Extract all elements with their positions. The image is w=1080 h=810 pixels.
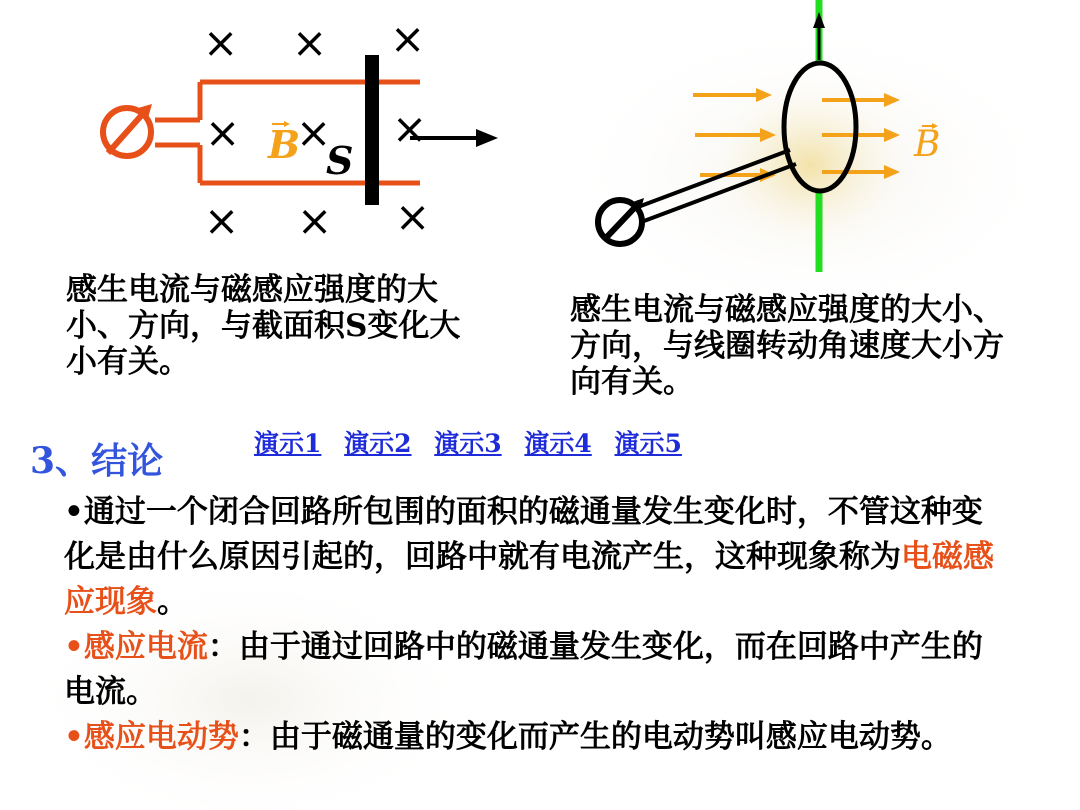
bullet: •: [64, 629, 84, 665]
paragraph-2: [64, 625, 1004, 715]
term-emi: 电磁感应现象: [64, 539, 994, 620]
area-label-s: S: [326, 138, 354, 183]
field-mark: ×: [203, 18, 239, 67]
field-mark: ×: [392, 104, 428, 153]
bullet: •: [64, 494, 84, 530]
caption-left: 感生电流与磁感应强度的大小、方向，与截面积S变化大小有关。: [66, 272, 461, 380]
demo-link-1[interactable]: 演示1: [254, 429, 322, 458]
galvanometer-icon: [598, 198, 644, 244]
caption-right: 感生电流与磁感应强度的大小、方向，与线圈转动角速度大小方向有关。: [570, 292, 1004, 400]
conclusion-body: [64, 490, 1004, 760]
paragraph-end: 。: [157, 584, 188, 620]
demo-link-5[interactable]: 演示5: [614, 429, 682, 458]
field-arrows: [693, 88, 900, 182]
field-mark: ×: [205, 108, 241, 157]
term-induced-emf: 感应电动势: [83, 719, 239, 755]
demo-links: [254, 424, 696, 460]
paragraph-1: [64, 490, 1004, 625]
field-mark: ×: [296, 108, 332, 157]
bullet: •: [64, 719, 84, 755]
field-label-b: B: [268, 122, 301, 167]
lead-wire: [630, 150, 790, 210]
term-induced-current: 感应电流: [83, 629, 208, 665]
demo-link-4[interactable]: 演示4: [524, 429, 592, 458]
paragraph-text: 通过一个闭合回路所包围的面积的磁通量发生变化时，不管这种变化是由什么原因引起的，回路中就有电流产生，这种现象称为: [64, 494, 983, 575]
field-mark: ×: [204, 196, 240, 245]
section-heading: [30, 433, 163, 484]
demo-link-3[interactable]: 演示3: [434, 429, 502, 458]
paragraph-3: [64, 715, 1004, 760]
paragraph-text: ：由于磁通量的变化而产生的电动势叫感应电动势。: [238, 719, 952, 755]
coil-loop: [784, 63, 856, 191]
demo-link-2[interactable]: 演示2: [344, 429, 412, 458]
paragraph-text: ：由于通过回路中的磁通量发生变化，而在回路中产生的电流。: [64, 629, 983, 710]
field-mark: ×: [390, 14, 426, 63]
section-number: 3、: [30, 440, 92, 482]
section-title: 结论: [91, 441, 164, 482]
field-mark: ×: [297, 196, 333, 245]
field-mark: ×: [395, 192, 431, 241]
field-mark: ×: [292, 18, 328, 67]
field-label-b-right: B: [914, 124, 941, 165]
